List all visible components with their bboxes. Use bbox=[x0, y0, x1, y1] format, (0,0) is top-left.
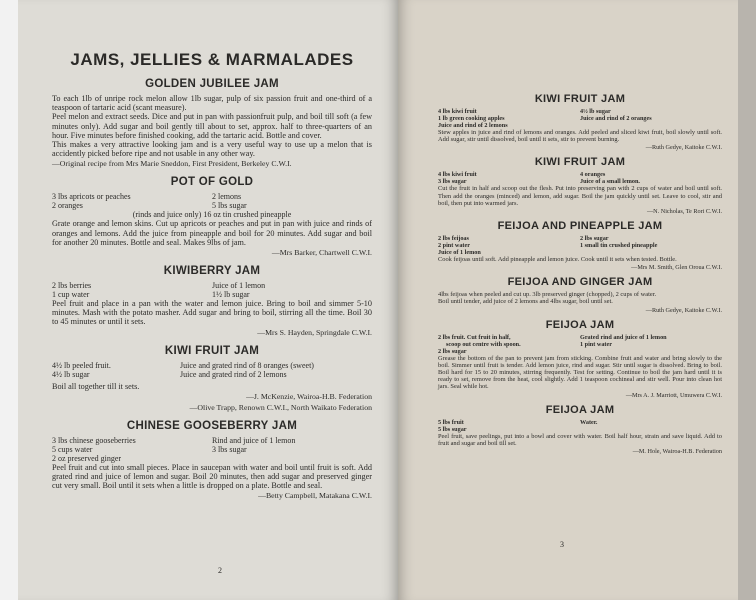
recipe-title: GOLDEN JUBILEE JAM bbox=[145, 78, 279, 90]
right-page bbox=[398, 0, 738, 600]
ingredient: Juice and rind of 2 oranges bbox=[580, 115, 652, 122]
ingredient: 1 pint water bbox=[580, 340, 612, 348]
ingredient-list bbox=[438, 108, 722, 129]
page-title: JAMS, JELLIES & MARMALADES bbox=[70, 50, 354, 69]
ingredient: 5 lbs fruit bbox=[438, 418, 464, 426]
recipe-credit: —Mrs Barker, Chartwell C.W.I. bbox=[271, 248, 372, 258]
recipe-body: Grate orange and lemon skins. Cut up apricots or peaches and put in pan with juice and rinds of oranges and lemons. Add the juice from pineapple and boil for 20 minutes. Add sugar and boil for another 20 minutes. Bottle and seal. Makes 9lbs of jam. bbox=[52, 219, 372, 247]
ingredient-list bbox=[438, 334, 722, 355]
ingredient-list bbox=[438, 419, 722, 433]
recipe-title: FEIJOA JAM bbox=[545, 318, 615, 331]
recipe-credit: —Mrs M. Smith, Glen Oroua C.W.I. bbox=[631, 264, 722, 272]
ingredient: Water. bbox=[580, 418, 598, 426]
ingredient: scoop out centre with spoon. bbox=[446, 340, 521, 348]
recipe-body: Boil until tender, add juice of 2 lemons and 4lbs sugar, boil until set. bbox=[438, 298, 613, 306]
recipe-title: FEIJOA AND PINEAPPLE JAM bbox=[497, 220, 663, 233]
recipe-credit: —Betty Campbell, Matakana C.W.I. bbox=[258, 491, 372, 501]
page-number: 2 bbox=[218, 566, 222, 575]
recipe-body: Peel fruit, save peelings, put into a bowl and cover with water. Boil half hour, strain and save liquid. Add to fruit and sugar and boil till set. bbox=[438, 432, 722, 447]
ingredient: Juice and rind of 2 lemons bbox=[438, 122, 508, 129]
page-number: 3 bbox=[560, 540, 564, 549]
recipe-body: To each 1lb of unripe rock melon allow 1lb sugar, pulp of six passion fruit and one-third of a teaspoon of tartaric acid (scant measure). bbox=[52, 94, 372, 113]
recipe-title: FEIJOA AND GINGER JAM bbox=[507, 276, 653, 289]
recipe-credit: —Ruth Gedye, Kaitoke C.W.I. bbox=[645, 306, 722, 314]
recipe-credit: —J. McKenzie, Wairoa-H.B. Federation bbox=[246, 391, 372, 401]
recipe-title: KIWI FRUIT JAM bbox=[534, 156, 626, 169]
ingredient: 5 cups water bbox=[52, 444, 93, 454]
recipe-credit: —N. Nicholas, Te Rori C.W.I. bbox=[646, 208, 722, 216]
ingredient: 3 lbs apricots or peaches bbox=[52, 192, 131, 202]
ingredient: 4 oranges bbox=[580, 171, 606, 179]
ingredient: 4½ lb sugar bbox=[52, 369, 90, 379]
ingredient: Juice and grated rind of 8 oranges (sweet) bbox=[180, 360, 314, 370]
recipe-body: 4lbs feijoas when peeled and cut up. 3lb preserved ginger (chopped), 2 cups of water. bbox=[438, 291, 657, 299]
recipe-title: CHINESE GOOSEBERRY JAM bbox=[126, 419, 298, 432]
recipe-body: Peel fruit and cut into small pieces. Place in saucepan with water and boil until fruit is soft. Add grated rind and juice of lemon and sugar. Boil 20 minutes, then add sugar and preserved ginger cut very small. Boil until it sets when a little is dropped on a plate. Bottle and seal. bbox=[52, 462, 372, 491]
ingredient: 1½ lb sugar bbox=[212, 290, 250, 300]
ingredient: 2 lbs berries bbox=[52, 281, 92, 291]
ingredient: 1 small tin crushed pineapple bbox=[580, 242, 658, 250]
recipe-body: Stew apples in juice and rind of lemons and oranges. Add peeled and sliced kiwi fruit, boil slowly until soft. Add sugar, stir until dissolved, boil until it sets, stir to prevent burning. bbox=[438, 129, 722, 144]
recipe-credit: —Mrs A. J. Marriott, Umuwera C.W.I. bbox=[625, 391, 722, 399]
ingredient-list bbox=[438, 171, 722, 185]
ingredient: Juice of 1 lemon bbox=[212, 281, 266, 291]
recipe-body: Peel melon and extract seeds. Dice and put in pan with passionfruit pulp, and boil till soft (a few minutes only). Add sugar and boil gently till about to set, approx. half to three-quarters of an hour. Five minutes before finished cooking, add the tartaric acid. Bottle and cover. bbox=[52, 112, 372, 140]
recipe-title: KIWI FRUIT JAM bbox=[164, 344, 260, 357]
ingredient: 2 lbs feijoas bbox=[438, 235, 469, 243]
ingredient: 2 oz preserved ginger bbox=[52, 453, 122, 463]
ingredient-list bbox=[52, 192, 372, 210]
ingredient: 1 lb green cooking apples bbox=[438, 115, 505, 122]
recipe-credit: —Mrs S. Hayden, Springdale C.W.I. bbox=[257, 327, 372, 337]
ingredient-list bbox=[52, 361, 372, 379]
ingredient: Juice and grated rind of 2 lemons bbox=[180, 369, 287, 379]
ingredient: Rind and juice of 1 lemon bbox=[212, 435, 296, 445]
recipe-credit: —Ruth Gedye, Kaitoke C.W.I. bbox=[645, 144, 722, 152]
ingredient-list bbox=[52, 436, 372, 463]
background-edge bbox=[0, 0, 18, 600]
recipe-body: Cut the fruit in half and scoop out the flesh. Put into preserving pan with 2 cups of water and boil until soft. Then add the oranges (minced) and lemon, add sugar. Boil the jam quickly until set. Leave to cool, stir and boil, then put into warmed jars. bbox=[438, 185, 722, 207]
ingredient: 4 lbs kiwi fruit bbox=[438, 108, 477, 115]
recipe-title: FEIJOA JAM bbox=[545, 403, 615, 416]
ingredient: Juice of 1 lemon bbox=[438, 249, 481, 257]
recipe-body: Peel fruit and place in a pan with the water and lemon juice. Bring to boil and simmer 5-10 minutes. Mash with the potato masher. Add sugar and bring to boil, stirring all the time. Boil 30 to 45 minutes or until it sets. bbox=[52, 299, 372, 327]
ingredient: 1 cup water bbox=[52, 290, 90, 300]
ingredient: 5 lbs sugar bbox=[212, 201, 247, 211]
ingredient: 2 lbs sugar bbox=[580, 235, 609, 243]
recipe-body: Boil all together till it sets. bbox=[52, 381, 140, 391]
ingredient: 2 lbs sugar bbox=[438, 347, 467, 355]
recipe-credit: —Original recipe from Mrs Marie Sneddon, First President, Berkeley C.W.I. bbox=[52, 159, 292, 169]
left-page bbox=[18, 0, 398, 600]
ingredient: 5 lbs sugar bbox=[438, 425, 467, 433]
ingredient: 2 oranges bbox=[52, 201, 83, 211]
ingredient: 3 lbs sugar bbox=[438, 178, 467, 186]
ingredient: 2 lemons bbox=[212, 192, 242, 202]
recipe-body: Cook feijoas until soft. Add pineapple and lemon juice. Cook until it sets when tested. Bottle. bbox=[438, 256, 677, 264]
ingredient: 2 lbs fruit. Cut fruit in half, bbox=[438, 333, 511, 341]
ingredient: 4½ lb sugar bbox=[580, 108, 611, 115]
ingredient: 4 lbs kiwi fruit bbox=[438, 171, 477, 179]
ingredient: 2 pint water bbox=[438, 242, 470, 250]
recipe-credit: —Olive Trapp, Renown C.W.I., North Waikato Federation bbox=[189, 402, 372, 412]
ingredient-list bbox=[438, 235, 722, 256]
background-edge bbox=[738, 0, 756, 600]
ingredient: Juice of a small lemon. bbox=[580, 178, 640, 186]
ingredient: 4½ lb peeled fruit. bbox=[52, 360, 111, 370]
recipe-body: Grease the bottom of the pan to prevent jam from sticking. Combine fruit and water and bring slowly to the boil. Simmer until fruit is tender. Add lemon juice, rind and sugar. Stir until sugar is dissolved. Bring to boil. Boil hard for 15 to 20 minutes, stirring frequently. Test for setting. Continue to boil the jam hard until it is ready to set, remove from the heat, cool slightly. Add 1 teaspoon cochineal and stir well. Pour into clean hot jars. Seal while hot. bbox=[438, 354, 722, 391]
ingredient: Grated rind and juice of 1 lemon bbox=[580, 333, 667, 341]
recipe-title: POT OF GOLD bbox=[170, 176, 254, 189]
ingredient: 3 lbs chinese gooseberries bbox=[52, 435, 136, 445]
recipe-body: This makes a very attractive looking jam and is a very useful way to use up a melon that is accidently picked before ripe and not usable in any other way. bbox=[52, 140, 372, 159]
ingredient: 3 lbs sugar bbox=[212, 444, 247, 454]
recipe-title: KIWIBERRY JAM bbox=[163, 265, 261, 278]
ingredient-list bbox=[52, 281, 372, 299]
recipe-credit: —M. Hole, Wairoa-H.B. Federation bbox=[632, 448, 722, 456]
ingredient-note: (rinds and juice only) 16 oz tin crushed pineapple bbox=[132, 210, 292, 220]
recipe-title: KIWI FRUIT JAM bbox=[534, 93, 626, 105]
